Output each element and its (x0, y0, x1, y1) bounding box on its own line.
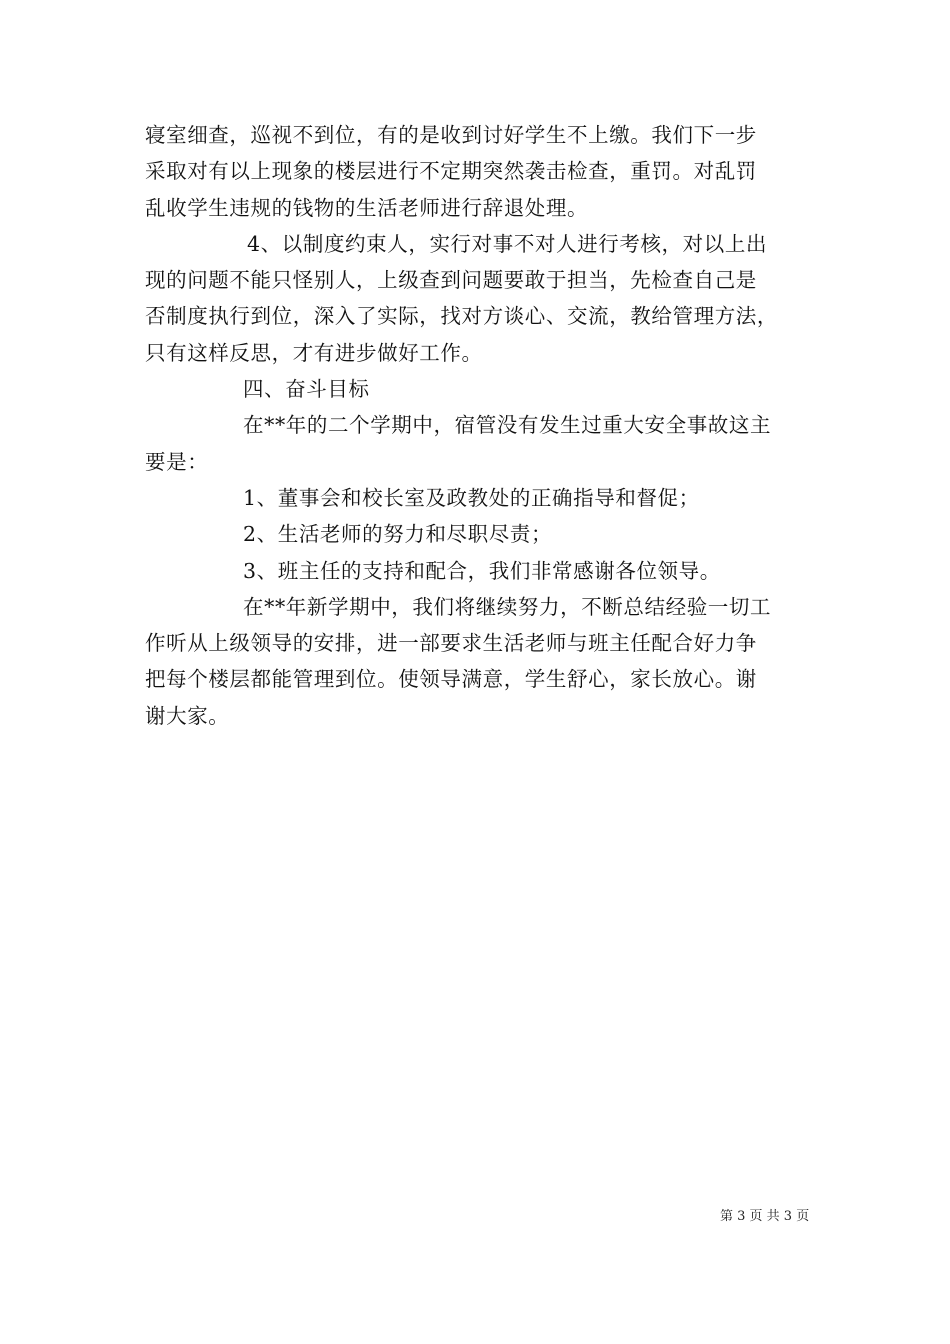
text-line: 乱收学生违规的钱物的生活老师进行辞退处理。 (145, 195, 589, 220)
text-line: 4、以制度约束人，实行对事不对人进行考核，对以上出 (247, 231, 768, 256)
text-line: 只有这样反思，才有进步做好工作。 (145, 340, 483, 365)
document-body (145, 117, 815, 734)
page-number: 第 3 页 共 3 页 (720, 1209, 810, 1224)
text-line: 把每个楼层都能管理到位。使领导满意，学生舒心，家长放心。谢 (145, 667, 757, 692)
list-item: 2、生活老师的努力和尽职尽责； (243, 522, 553, 547)
text-line: 作听从上级领导的安排，进一部要求生活老师与班主任配合好力争 (145, 631, 757, 656)
text-line: 要是： (145, 449, 209, 474)
section-heading: 四、奋斗目标 (243, 377, 370, 402)
text-line: 在**年的二个学期中，宿管没有发生过重大安全事故这主 (243, 413, 772, 438)
text-line: 否制度执行到位，深入了实际，找对方谈心、交流，教给管理方法， (145, 304, 778, 329)
list-item: 3、班主任的支持和配合，我们非常感谢各位领导。 (243, 558, 721, 583)
text-line: 现的问题不能只怪别人，上级查到问题要敢于担当，先检查自己是 (145, 268, 757, 293)
text-line: 采取对有以上现象的楼层进行不定期突然袭击检查，重罚。对乱罚 (145, 159, 757, 184)
text-line: 谢大家。 (145, 703, 230, 728)
text-line: 在**年新学期中，我们将继续努力，不断总结经验一切工 (243, 594, 772, 619)
text-line: 寝室细查，巡视不到位，有的是收到讨好学生不上缴。我们下一步 (145, 123, 757, 147)
list-item: 1、董事会和校长室及政教处的正确指导和督促； (243, 485, 700, 510)
